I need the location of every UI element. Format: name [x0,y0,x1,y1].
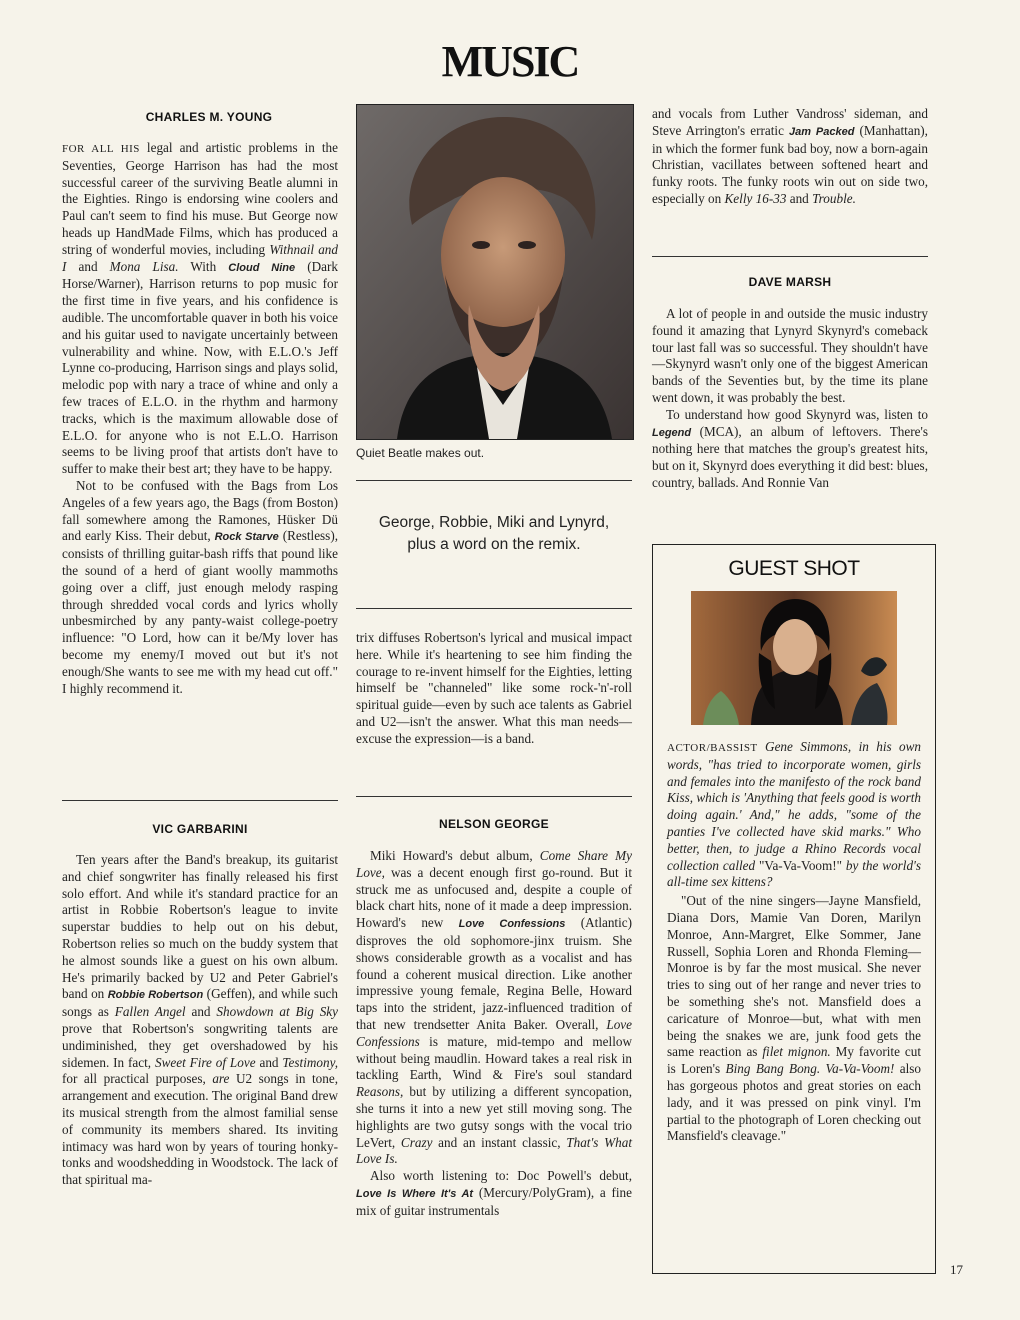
paragraph [667,739,921,891]
text-run: Robbie Robertson [107,989,204,1002]
text-run: Withnail and I [62,241,338,274]
byline-charles-young: CHARLES M. YOUNG [145,110,273,124]
article-garbarini [62,852,338,1189]
guest-shot-quote [667,893,921,1145]
divider [356,796,632,797]
text-run: (Dark Horse/Warner), Harrison returns to pop music for the first time in five years, and his confidence is audible. The uncomfortable quaver in both his voice and his guitar used to navigate uncertainly between vulnerability and whine. Now, with E.L.O.'s Jeff Lynne co-producing, Harrison sings and plays solid, melodic pop with nary a trace of whine and only a few traces of E.L.O. in the rhythm and harmony tracks, which is the maximum allowable dose of E.L.O. for anyone who is not E.L.O. Harrison seems to be living proof that artists don't have to suffer to make their best art; they have to be happy. [62,258,338,477]
text-run: and [255,1054,283,1070]
text-run: legal and artistic problems in the Seventies, George Harrison has had the most successful career of the surviving Beatle alumni in the Eighties. Ringo is endorsing wine coolers and Paul can't seem to find his muse. But George now heads up HandMade Films, which has produced a string of wonderful movies, including [62,140,338,257]
paragraph [62,852,338,1189]
text-run: (Atlantic) disproves the old sophomore-jinx truism. She shows considerable growth as a vocalist and has found a coherent musical direction. Like another impressive young female, Regina Belle, Howard taps into the strident, jazz-influenced tradition of that new trendsetter Anita Baker. Overall, [356,915,632,1032]
text-run: Legend [652,426,692,439]
text-run: Showdown at Big Sky [216,1004,339,1020]
text-run: Kelly 16-33 [724,190,787,206]
text-run: ACTOR/BASSIST [667,742,758,754]
portrait-image [357,105,633,439]
text-run: A lot of people in and outside the music industry found it amazing that Lynyrd Skynyrd's comeback tour last fall was so successful. They shouldn't have—Skynyrd wasn't only one of the biggest American bands of the Seventies but, by the time its plane went down, it was probably the best. [652,306,928,405]
guest-portrait-image [691,591,897,725]
paragraph [356,630,632,748]
text-run: for all practical purposes, [62,1071,213,1087]
text-run: but by utilizing a different syncopation, she turns it into a new yet still moving song. The highlights are two gutsy songs with the vocal trio LeVert, [356,1084,632,1150]
guest-shot-title: GUEST SHOT [728,557,860,580]
text-run: (Manhattan), in which the former funk bad boy, now a born-again Christian, vacillates between softened heart and funky roots. The funky roots win out on side two, especially on [652,122,928,206]
article-garbarini-continued [356,630,632,748]
page-number: 17 [950,1262,963,1277]
paragraph [652,407,928,492]
text-run: Reasons, [356,1084,404,1100]
text-run: Also worth listening to: Doc Powell's debut, [370,1168,632,1184]
paragraph [356,848,632,1168]
text-run: Rock Starve [214,531,279,544]
text-run: Come Share My Love, [356,848,632,880]
text-run: was a decent enough first go-round. But it struck me as unfocused and, despite a couple of black chart hits, none of it made a deep impression. Howard's new [356,864,632,931]
text-run: Not to be confused with the Bags from Los Angeles of a few years ago, the Bags (from Boston) fall somewhere among the Ramones, Hüsker Dü and early Kiss. Their debut, [62,477,338,544]
text-run: Ten years after the Band's breakup, its guitarist and chief songwriter has finally released his first solo effort. And while it's standard practice for an artist in Robbie Robertson's league to invite superstar buddies to help out on his debut, Robertson relies so much on the buddy system that he almost sounds like a guest on his own album. He's primarily backed by U2 and Peter Gabriel's band on [62,852,338,1002]
text-run: Trouble. [812,190,856,206]
paragraph [62,478,338,697]
guest-shot-intro [667,739,921,891]
text-run: (Geffen), and while such songs as [62,986,338,1020]
byline-nelson-george: NELSON GEORGE [439,817,549,831]
text-run: also has gorgeous photos and great stories on each lady, and it was pressed on pink vinyl. I'm partial to the photograph of Loren checking out Mansfield's cleavage." [667,1061,922,1144]
paragraph [667,893,921,1145]
divider [356,480,632,481]
text-run: U2 songs in tone, arrangement and execution. The original Band drew its musical strength from the almost familial sense of community its members shared. Its inviting intimacy was hard won by years of touring honky-tonks and woodshedding in Woodstock. The lack of that spiritual ma- [62,1071,338,1188]
paragraph [652,106,928,208]
pull-quote: George, Robbie, Miki and Lynyrd, plus a word on the remix. [378,514,610,553]
text-run: With [178,258,229,274]
text-run: filet mignon. [762,1044,831,1060]
text-run: To understand how good Skynyrd was, listen to [666,406,928,422]
paragraph [62,140,338,478]
text-run: (MCA), an album of leftovers. There's nothing here that matches the group's greatest hits, but on it, Skynyrd does everything it did best: blues, country, ballads. And Ronnie Van [652,423,928,490]
divider [652,256,928,257]
text-run: (Mercury/PolyGram), a fine mix of guitar instrumentals [356,1184,633,1218]
text-run: and an instant classic, [432,1134,567,1150]
photo-george-harrison [356,104,634,440]
text-run: is mature, mid-tempo and mellow without being maudlin. Howard takes a real risk in tackling Earth, Wind & Fire's soul standard [356,1033,632,1083]
text-run: FOR ALL HIS [62,143,140,155]
text-run: "Out of the nine singers—Jayne Mansfield, Diana Dors, Mamie Van Doren, Marilyn Monroe, Ann-Margret, Elke Sommer, Jane Russell, Sophia Loren and Rhonda Fleming—Monroe is by far the most musical. She never tries to sing out of her range and never tries to be something she's not. Mansfield does a caricature of Monroe—but, what with men being the snakes we are, junk food gets the same reaction as [667,893,921,1060]
text-run: Jam Packed [789,125,855,138]
divider [356,608,632,609]
photo-caption: Quiet Beatle makes out. [356,446,485,460]
byline-vic-garbarini: VIC GARBARINI [152,822,248,836]
text-run: Love Confessions [458,918,566,931]
text-run: Fallen Angel [114,1004,186,1020]
text-run: Love Confessions [356,1016,632,1049]
text-run: Crazy [400,1134,433,1150]
text-run: Miki Howard's debut album, [370,848,540,863]
text-run: and [786,190,813,206]
text-run: and [66,258,110,274]
text-run: My favorite cut is Loren's [667,1044,921,1077]
byline-dave-marsh: DAVE MARSH [748,275,832,289]
text-run: and [185,1004,217,1020]
text-run: and vocals from Luther Vandross' sideman, and Steve Arrington's erratic [652,106,928,138]
text-run: by the world's all-time sex kittens? [667,857,921,890]
text-run: Sweet Fire of Love [155,1054,256,1070]
divider [62,800,338,801]
section-title: MUSIC [441,37,579,86]
text-run: Bing Bang Bong. Va-Va-Voom! [725,1061,895,1077]
text-run: (Restless), consists of thrilling guitar-bash riffs that pound like the sound of a herd of giant woolly mammoths going over a cliff, just enough melody rasping through shredded vocal cords and lyrics wholly unbesmirched by any panty-waist college-poetry influence: "O Lord, how can it be/My lover has become my enemy/I moved out but it's not enough/She wants to see me with my head cut off." I highly recommend it. [62,528,339,696]
text-run: "Va-Va-Voom!" [759,857,843,873]
article-marsh [652,306,928,492]
article-george [356,848,632,1220]
article-young [62,140,338,697]
text-run: Gene Simmons, in his own words, "has tried to incorporate women, girls and females into the manifesto of the rock band Kiss, which is 'Anything that feels good is worth doing again.' And," he adds, "some of the panties I've collected have skid marks." Who better, then, to judge a Rhino Records vocal collection called [667,739,921,873]
text-run: trix diffuses Robertson's lyrical and musical impact here. While it's heartening to see him finding the courage to re-invent himself for the Eighties, letting himself be "channeled" like some rock-'n'-roll spiritual guide—even by such ace talents as Gabriel and U2—isn't the answer. What this man needs—excuse the expression—is a band. [356,630,632,746]
text-run: prove that Robertson's songwriting talents are undiminished, they get overshadowed by his sidemen. In fact, [62,1020,338,1070]
text-run: Mona Lisa. [109,258,179,274]
text-run: Love Is Where It's At [356,1187,474,1200]
text-run: That's What Love Is. [356,1134,632,1167]
text-run: are [212,1071,230,1087]
photo-gene-simmons [691,591,897,725]
text-run: Cloud Nine [228,261,296,274]
paragraph [356,1168,632,1219]
guest-shot-box [652,544,936,1274]
paragraph [652,306,928,407]
text-run: Testimony, [282,1054,338,1070]
article-george-continued [652,106,928,208]
